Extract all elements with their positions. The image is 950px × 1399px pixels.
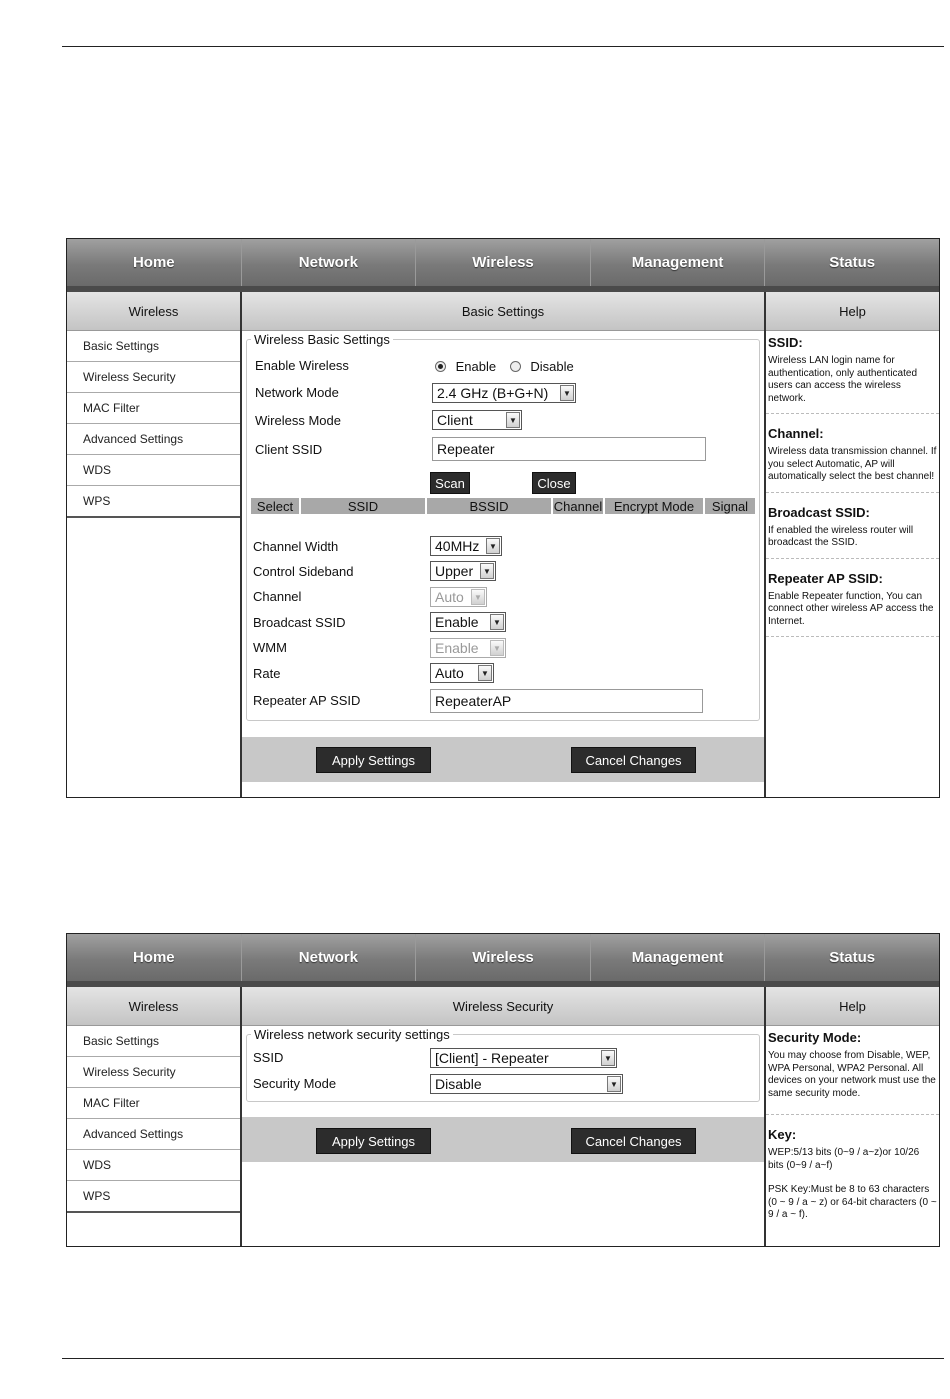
security-mode-select[interactable] bbox=[430, 1074, 623, 1094]
security-mode-value: Disable bbox=[435, 1076, 482, 1092]
disable-radio[interactable] bbox=[510, 361, 521, 372]
help-panel bbox=[764, 292, 939, 797]
repeater-ap-ssid-label: Repeater AP SSID bbox=[253, 693, 361, 708]
chevron-down-icon: ▼ bbox=[490, 614, 504, 630]
help-panel bbox=[764, 987, 939, 1246]
sidebar-item-basic-settings[interactable]: Basic Settings bbox=[67, 1026, 240, 1057]
ssid-select[interactable] bbox=[430, 1048, 617, 1068]
help-security-mode bbox=[766, 1026, 939, 1115]
apply-settings-button[interactable]: Apply Settings bbox=[316, 747, 431, 773]
channel-value: Auto bbox=[435, 589, 464, 605]
enable-option-label: Enable bbox=[455, 359, 497, 374]
nav-wireless[interactable]: Wireless bbox=[416, 239, 591, 286]
enable-radio[interactable] bbox=[435, 361, 446, 372]
help-security-mode-text: You may choose from Disable, WEP, WPA Personal, WPA2 Personal. All devices on your network must use the same security mode. bbox=[768, 1050, 936, 1099]
top-nav bbox=[67, 934, 939, 981]
broadcast-ssid-label: Broadcast SSID bbox=[253, 615, 346, 630]
chevron-down-icon: ▼ bbox=[607, 1076, 621, 1092]
basic-settings-panel bbox=[66, 238, 940, 798]
cancel-changes-button[interactable]: Cancel Changes bbox=[571, 747, 696, 773]
enable-radio-group bbox=[435, 359, 574, 374]
sidebar-item-wds[interactable]: WDS bbox=[67, 455, 240, 486]
close-button[interactable]: Close bbox=[532, 472, 576, 494]
help-repeater-ap-ssid-title: Repeater AP SSID: bbox=[768, 570, 883, 586]
fieldset-legend: Wireless Basic Settings bbox=[251, 332, 393, 347]
chevron-down-icon: ▼ bbox=[506, 412, 520, 428]
sidebar-title: Wireless bbox=[67, 292, 240, 331]
help-broadcast-ssid-title: Broadcast SSID: bbox=[768, 504, 870, 520]
nav-home[interactable]: Home bbox=[67, 934, 242, 981]
top-rule bbox=[62, 46, 944, 47]
help-title: Help bbox=[766, 987, 939, 1026]
help-repeater-ap-ssid-text: Enable Repeater function, You can connect other wireless AP access the Internet. bbox=[768, 590, 934, 627]
help-ssid-text: Wireless LAN login name for authentication, only authenticated users can access the wireless network. bbox=[768, 355, 917, 404]
rate-value: Auto bbox=[435, 665, 464, 681]
col-select: Select bbox=[251, 498, 301, 514]
sidebar-item-wps[interactable]: WPS bbox=[67, 486, 240, 518]
ssid-value: [Client] - Repeater bbox=[435, 1050, 549, 1066]
fieldset-legend: Wireless network security settings bbox=[251, 1027, 453, 1042]
chevron-down-icon: ▼ bbox=[471, 589, 485, 605]
sidebar bbox=[67, 292, 242, 797]
rate-label: Rate bbox=[253, 666, 281, 681]
chevron-down-icon: ▼ bbox=[490, 640, 504, 656]
chevron-down-icon: ▼ bbox=[601, 1050, 615, 1066]
chevron-down-icon: ▼ bbox=[478, 665, 492, 681]
col-channel: Channel bbox=[553, 498, 605, 514]
cancel-changes-button[interactable]: Cancel Changes bbox=[571, 1128, 696, 1154]
sidebar-title: Wireless bbox=[67, 987, 240, 1026]
help-broadcast-ssid bbox=[766, 493, 939, 559]
sidebar-item-wps[interactable]: WPS bbox=[67, 1181, 240, 1213]
nav-management[interactable]: Management bbox=[591, 934, 766, 981]
scan-results-table-header bbox=[251, 498, 761, 514]
sidebar-item-mac-filter[interactable]: MAC Filter bbox=[67, 393, 240, 424]
help-key bbox=[766, 1115, 939, 1222]
channel-width-label: Channel Width bbox=[253, 539, 339, 554]
wireless-mode-label: Wireless Mode bbox=[255, 413, 341, 428]
nav-wireless[interactable]: Wireless bbox=[416, 934, 591, 981]
nav-management[interactable]: Management bbox=[591, 239, 766, 286]
help-repeater-ap-ssid bbox=[766, 559, 939, 638]
rate-select[interactable] bbox=[430, 663, 494, 683]
control-sideband-value: Upper bbox=[435, 563, 474, 579]
wireless-mode-select[interactable] bbox=[432, 410, 522, 430]
nav-status[interactable]: Status bbox=[829, 949, 876, 966]
sidebar-item-mac-filter[interactable]: MAC Filter bbox=[67, 1088, 240, 1119]
chevron-down-icon: ▼ bbox=[480, 563, 494, 579]
wmm-select[interactable] bbox=[430, 638, 506, 658]
channel-label: Channel bbox=[253, 589, 302, 604]
client-ssid-input[interactable]: Repeater bbox=[432, 437, 706, 461]
nav-status[interactable]: Status bbox=[829, 254, 876, 271]
sidebar-item-wds[interactable]: WDS bbox=[67, 1150, 240, 1181]
help-title: Help bbox=[766, 292, 939, 331]
wireless-mode-value: Client bbox=[437, 412, 473, 428]
chevron-down-icon: ▼ bbox=[560, 385, 574, 401]
help-key-psk-text: PSK Key:Must be 8 to 63 characters (0 ~ 9 / a ~ z) or 64-bit characters (0 ~ 9 / a ~ f). bbox=[768, 1184, 937, 1220]
sidebar-item-wireless-security[interactable]: Wireless Security bbox=[67, 362, 240, 393]
help-channel-title: Channel: bbox=[768, 426, 824, 441]
apply-settings-button[interactable]: Apply Settings bbox=[316, 1128, 431, 1154]
help-security-mode-title: Security Mode: bbox=[768, 1030, 862, 1045]
nav-home[interactable]: Home bbox=[67, 239, 242, 286]
nav-network[interactable]: Network bbox=[242, 239, 417, 286]
main-content bbox=[242, 987, 764, 1246]
sidebar-item-wireless-security[interactable]: Wireless Security bbox=[67, 1057, 240, 1088]
sidebar-item-advanced-settings[interactable]: Advanced Settings bbox=[67, 424, 240, 455]
sidebar bbox=[67, 987, 242, 1246]
control-sideband-select[interactable] bbox=[430, 561, 496, 581]
col-bssid: BSSID bbox=[427, 498, 553, 514]
channel-width-select[interactable] bbox=[430, 536, 502, 556]
chevron-down-icon: ▼ bbox=[486, 538, 500, 554]
scan-button[interactable]: Scan bbox=[430, 472, 470, 494]
channel-width-value: 40MHz bbox=[435, 538, 480, 554]
help-channel bbox=[766, 414, 939, 493]
broadcast-ssid-value: Enable bbox=[435, 614, 479, 630]
client-ssid-label: Client SSID bbox=[255, 442, 323, 457]
main-content bbox=[242, 292, 764, 797]
bottom-rule bbox=[62, 1358, 944, 1359]
control-sideband-label: Control Sideband bbox=[253, 564, 354, 579]
network-mode-select[interactable] bbox=[432, 383, 576, 403]
network-mode-value: 2.4 GHz (B+G+N) bbox=[437, 385, 549, 401]
sidebar-item-advanced-settings[interactable]: Advanced Settings bbox=[67, 1119, 240, 1150]
ssid-label: SSID bbox=[253, 1050, 284, 1065]
enable-wireless-label: Enable Wireless bbox=[255, 358, 349, 373]
nav-network[interactable]: Network bbox=[242, 934, 417, 981]
channel-select[interactable] bbox=[430, 587, 487, 607]
page-title: Wireless Security bbox=[242, 987, 764, 1026]
help-ssid-title: SSID: bbox=[768, 335, 803, 350]
help-ssid bbox=[766, 331, 939, 414]
top-nav bbox=[67, 239, 939, 286]
help-channel-text: Wireless data transmission channel. If you select Automatic, AP will automatically select the best channel! bbox=[768, 446, 937, 482]
network-mode-label: Network Mode bbox=[255, 385, 339, 400]
broadcast-ssid-select[interactable] bbox=[430, 612, 506, 632]
page-title: Basic Settings bbox=[242, 292, 764, 331]
sidebar-item-basic-settings[interactable]: Basic Settings bbox=[67, 331, 240, 362]
wmm-value: Enable bbox=[435, 640, 479, 656]
repeater-ap-ssid-input[interactable]: RepeaterAP bbox=[430, 689, 703, 713]
help-key-wep-text: WEP:5/13 bits (0~9 / a~z)or 10/26 bits (0~9 / a~f) bbox=[768, 1147, 920, 1171]
security-mode-label: Security Mode bbox=[253, 1076, 337, 1091]
disable-option-label: Disable bbox=[530, 359, 574, 374]
col-ssid: SSID bbox=[301, 498, 427, 514]
wireless-security-panel bbox=[66, 933, 940, 1247]
col-encrypt-mode: Encrypt Mode bbox=[605, 498, 705, 514]
col-signal: Signal bbox=[705, 498, 755, 514]
wmm-label: WMM bbox=[253, 640, 287, 655]
help-key-title: Key: bbox=[768, 1127, 797, 1142]
help-broadcast-ssid-text: If enabled the wireless router will broadcast the SSID. bbox=[768, 524, 914, 548]
